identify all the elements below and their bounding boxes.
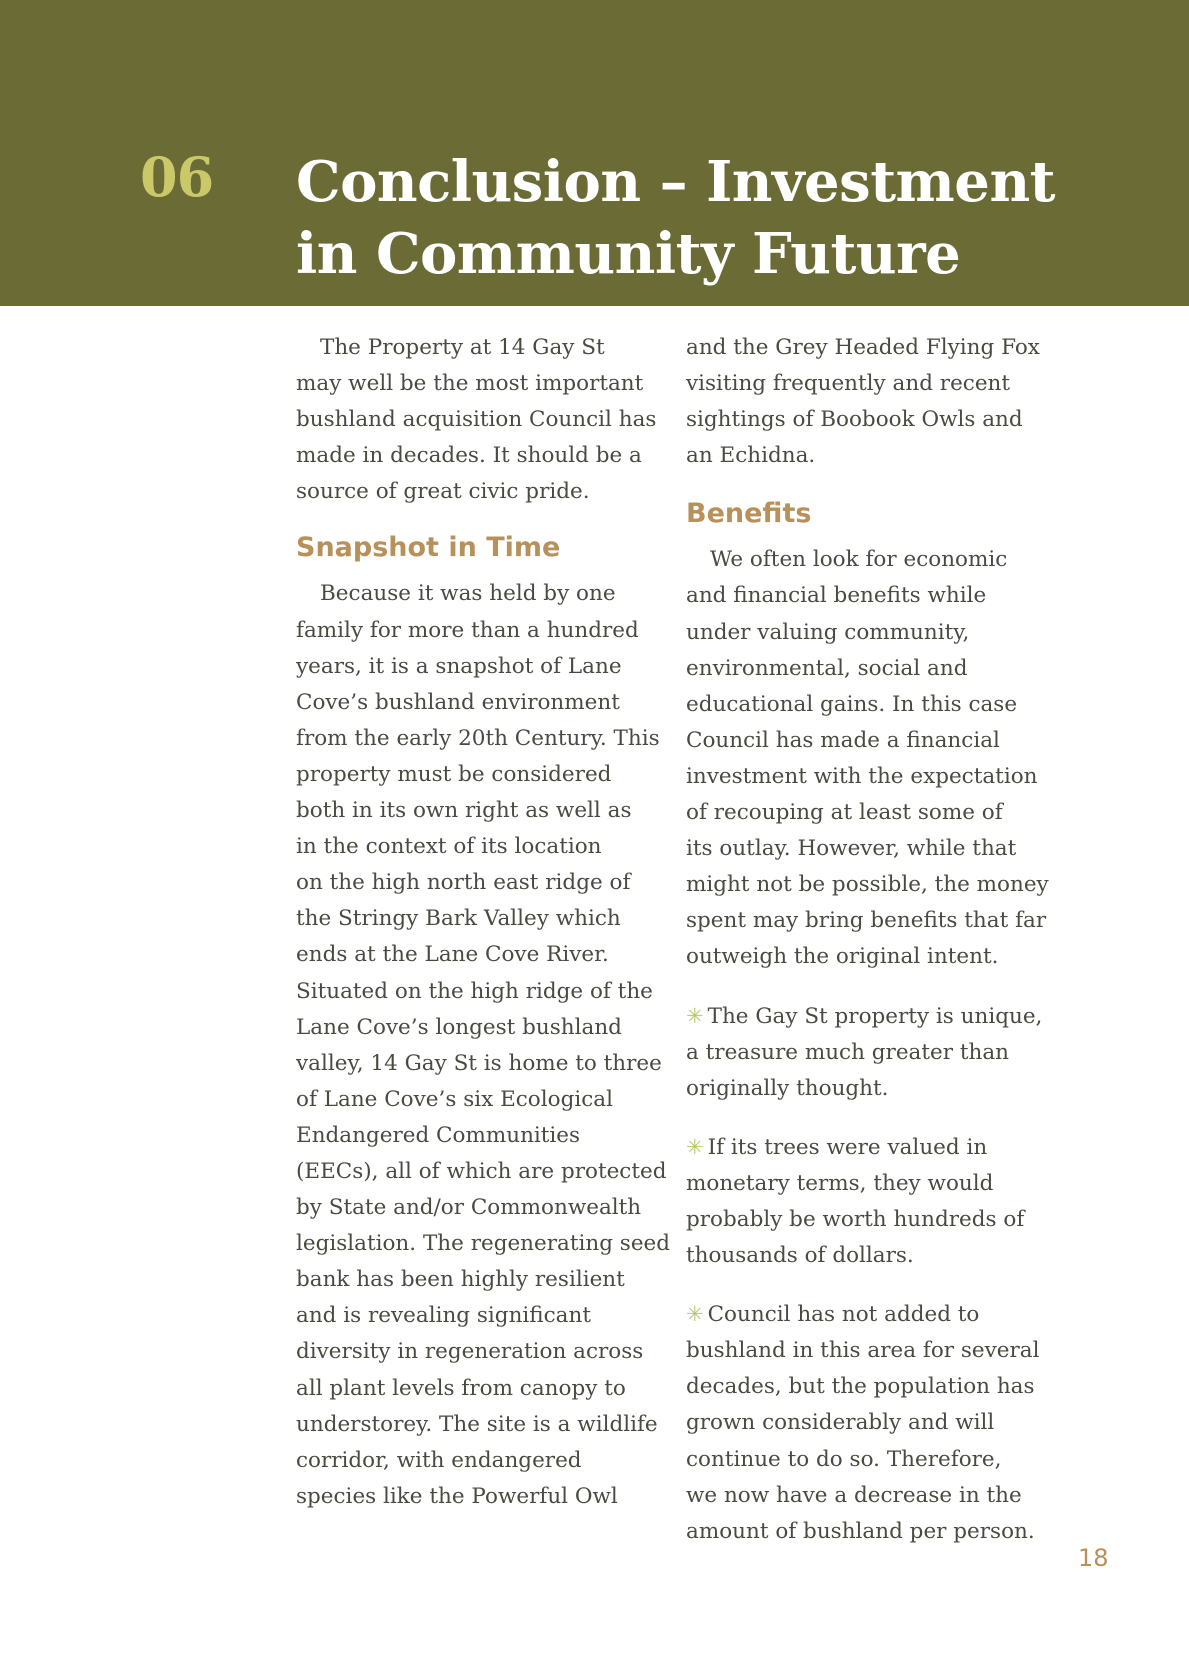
text-line: Cove’s bushland environment [296, 689, 620, 715]
snapshot-paragraph [296, 576, 671, 1514]
bullet-item [686, 1129, 1066, 1274]
text-line: under valuing community, [686, 619, 970, 645]
text-line: and the Grey Headed Flying Fox [686, 335, 1040, 360]
section-heading-benefits: Benefits [686, 498, 812, 530]
bullet-text: If its trees were valued in [707, 1134, 988, 1160]
text-line: the Stringy Bark Valley which [296, 906, 621, 932]
text-line: monetary terms, they would [686, 1170, 994, 1196]
text-line: family for more than a hundred [296, 617, 639, 643]
text-line: Because it was held by one [320, 581, 616, 607]
text-line: source of great civic pride. [296, 479, 590, 505]
text-line: all plant levels from canopy to [296, 1375, 626, 1401]
chapter-number: 06 [140, 145, 214, 209]
text-line [686, 1129, 1066, 1166]
text-line: probably be worth hundreds of [686, 1206, 1025, 1232]
text-line: legislation. The regenerating seed [296, 1231, 671, 1257]
text-line: an Echidna. [686, 443, 816, 469]
text-line: of recouping at least some of [686, 800, 1003, 826]
text-line: We often look for economic [710, 547, 1008, 573]
bullet-item [686, 1296, 1066, 1550]
text-line [686, 998, 1066, 1035]
chapter-header-band [0, 0, 1189, 306]
text-line: Situated on the high ridge of the [296, 978, 653, 1004]
page-number: 18 [1078, 1544, 1109, 1572]
bullet-item [686, 998, 1066, 1107]
text-line: sightings of Boobook Owls and [686, 407, 1023, 433]
text-line: species like the Powerful Owl [296, 1483, 618, 1509]
text-line: its outlay. However, while that [686, 836, 1017, 862]
bullet-text: The Gay St property is unique, [707, 1003, 1043, 1029]
asterisk-bullet-icon: ✳ [686, 1134, 704, 1159]
text-line: Council has made a financial [686, 727, 1000, 753]
text-line: years, it is a snapshot of Lane [296, 653, 622, 679]
benefits-paragraph [686, 542, 1066, 975]
text-line: originally thought. [686, 1075, 889, 1101]
text-line: on the high north east ridge of [296, 870, 631, 896]
text-line [686, 1296, 1066, 1333]
section-heading-snapshot: Snapshot in Time [296, 532, 561, 564]
text-line: from the early 20th Century. This [296, 725, 660, 751]
text-line: of Lane Cove’s six Ecological [296, 1086, 613, 1112]
text-line: The Property at 14 Gay St [320, 335, 605, 360]
text-line: diversity in regeneration across [296, 1339, 644, 1365]
text-line: environmental, social and [686, 655, 968, 681]
text-line: thousands of dollars. [686, 1243, 914, 1269]
asterisk-bullet-icon: ✳ [686, 1302, 704, 1327]
text-line: might not be possible, the money [686, 872, 1049, 898]
text-line: bushland in this area for several [686, 1338, 1040, 1364]
text-line: bank has been highly resilient [296, 1267, 625, 1293]
text-line: both in its own right as well as [296, 798, 632, 824]
text-line: educational gains. In this case [686, 691, 1018, 717]
text-line: (EECs), all of which are protected [296, 1158, 667, 1184]
right-column [686, 330, 1066, 1550]
asterisk-bullet-icon: ✳ [686, 1003, 704, 1028]
bullet-text: Council has not added to [707, 1302, 980, 1328]
intro-paragraph [296, 330, 668, 510]
text-line: visiting frequently and recent [686, 371, 1011, 397]
text-line: and financial benefits while [686, 583, 987, 609]
text-line: continue to do so. Therefore, [686, 1446, 1002, 1472]
text-line: may well be the most important [296, 371, 644, 397]
text-line: bushland acquisition Council has [296, 407, 657, 433]
text-line: property must be considered [296, 761, 612, 787]
text-line: spent may bring benefits that far [686, 908, 1047, 934]
text-line: Lane Cove’s longest bushland [296, 1014, 622, 1040]
page-title-line: Conclusion – Investment [296, 149, 1056, 215]
left-column [296, 330, 671, 1515]
text-line: understorey. The site is a wildlife [296, 1411, 658, 1437]
text-line: valley, 14 Gay St is home to three [296, 1050, 662, 1076]
continuation-paragraph [686, 330, 1066, 474]
text-line: we now have a decrease in the [686, 1482, 1022, 1508]
text-line: in the context of its location [296, 834, 602, 860]
page-title [296, 146, 1136, 290]
text-line: made in decades. It should be a [296, 443, 642, 469]
text-line: grown considerably and will [686, 1410, 995, 1436]
text-line: investment with the expectation [686, 763, 1038, 789]
text-line: and is revealing significant [296, 1303, 591, 1329]
page-title-line: in Community Future [296, 221, 961, 287]
text-line: ends at the Lane Cove River. [296, 942, 609, 968]
text-line: outweigh the original intent. [686, 944, 999, 970]
text-line: by State and/or Commonwealth [296, 1195, 642, 1221]
text-line: a treasure much greater than [686, 1039, 1009, 1065]
text-line: Endangered Communities [296, 1122, 581, 1148]
text-line: amount of bushland per person. [686, 1518, 1035, 1544]
text-line: corridor, with endangered [296, 1447, 582, 1473]
text-line: decades, but the population has [686, 1374, 1035, 1400]
